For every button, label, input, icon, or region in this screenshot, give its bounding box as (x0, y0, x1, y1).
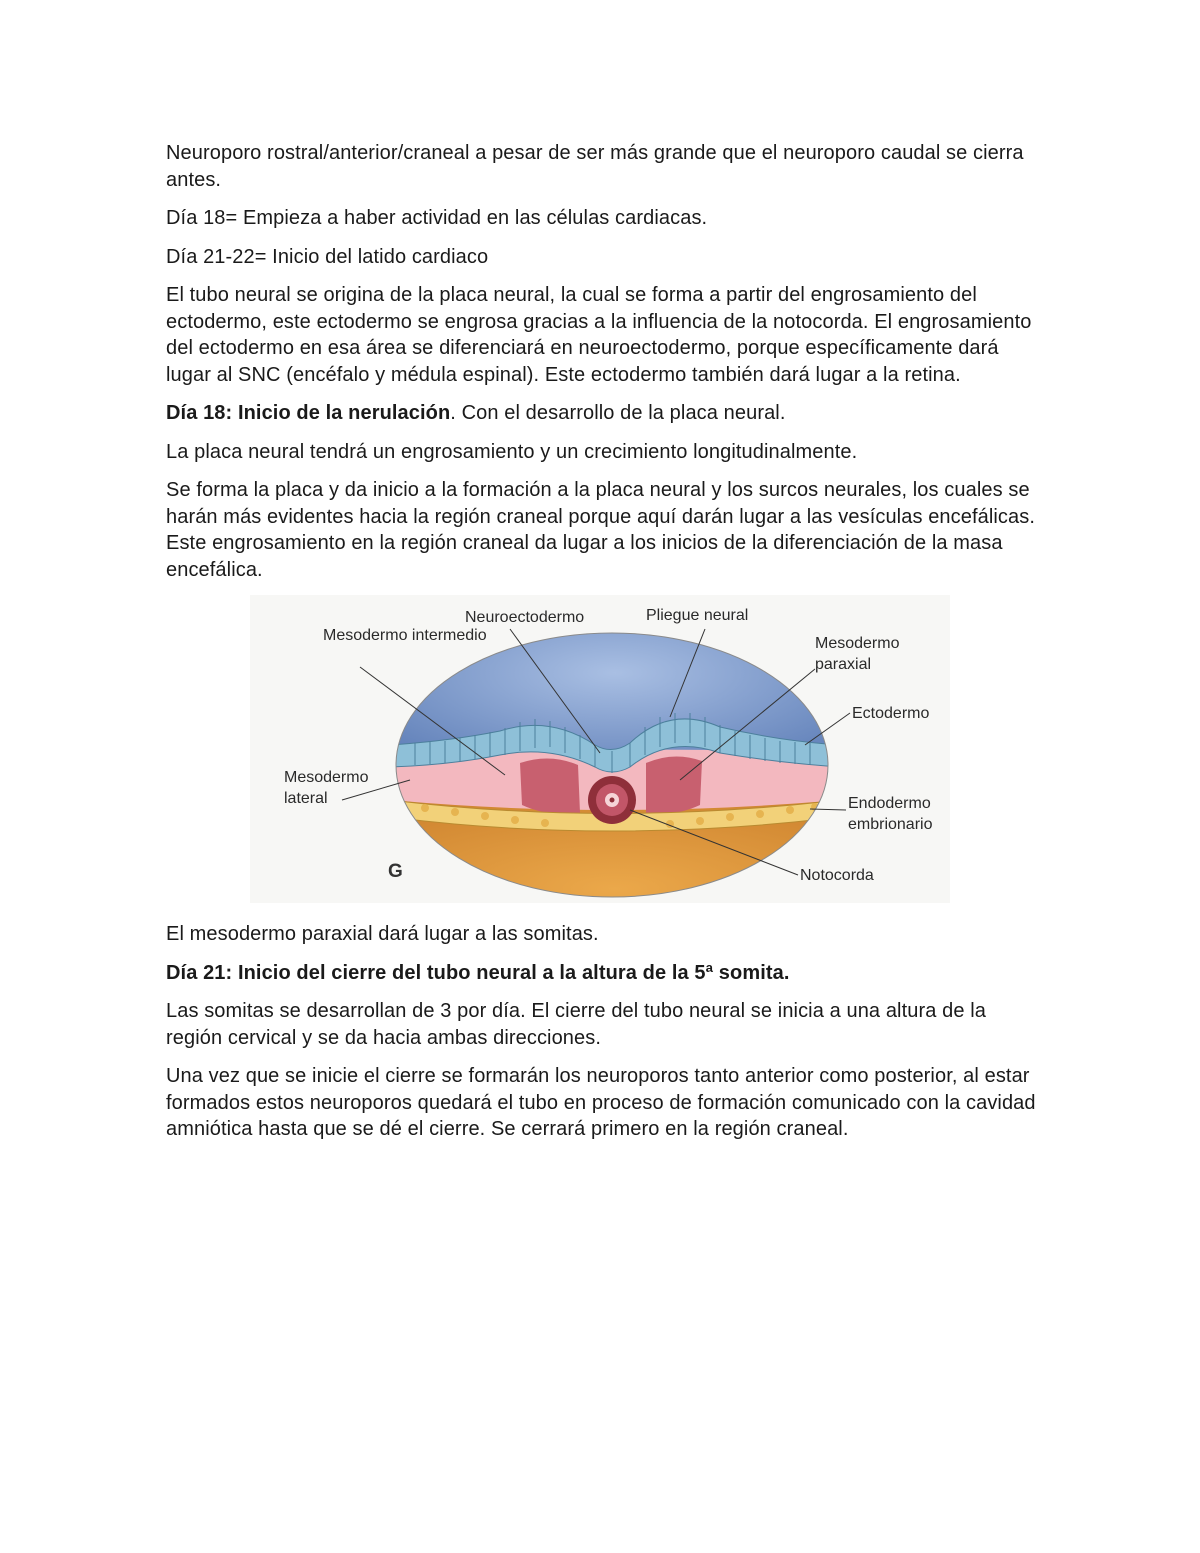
neural-plate-diagram (250, 595, 950, 903)
paragraph-dia-21-cierre (166, 960, 1046, 987)
label-mesodermo-paraxial: Mesodermo paraxial (815, 635, 900, 673)
paragraph-dia-18-rest: . Con el desarrollo de la placa neural. (450, 402, 786, 424)
paragraph-placa-surcos: Se forma la placa y da inicio a la formación a la placa neural y los surcos neurales, los cuales se harán más evidentes hacia la región craneal porque aquí darán lugar a las vesículas encefálicas. Este engrosamiento en la región craneal da lugar a los inicios de la diferenciación de la masa encefálica. (166, 479, 1036, 581)
label-mesodermo-lateral: Mesodermo lateral (284, 769, 369, 807)
label-notocorda: Notocorda (800, 867, 874, 884)
label-mesodermo-intermedio: Mesodermo intermedio (323, 627, 487, 644)
paragraph-dia-18-actividad: Día 18= Empieza a haber actividad en las células cardiacas. (166, 207, 708, 229)
heading-dia-18: Día 18: Inicio de la nerulación (166, 402, 451, 424)
label-ectodermo: Ectodermo (852, 705, 930, 722)
label-endodermo-embrionario: Endodermo embrionario (848, 795, 933, 833)
paraxial-mesoderm-right (646, 756, 702, 814)
paragraph-dia-18-nerulacion (166, 400, 1046, 427)
document-page (166, 140, 1046, 1155)
paraxial-mesoderm-left (520, 758, 580, 814)
paragraph-mesodermo-paraxial: El mesodermo paraxial dará lugar a las somitas. (166, 923, 599, 945)
paragraph-somitas: Las somitas se desarrollan de 3 por día. El cierre del tubo neural se inicia a una altura de la región cervical y se da hacia ambas direcciones. (166, 1000, 986, 1049)
label-pliegue-neural: Pliegue neural (646, 607, 749, 624)
paragraph-tubo-neural-origen: El tubo neural se origina de la placa neural, la cual se forma a partir del engrosamiento del ectodermo, este ectodermo se engrosa gracias a la influencia de la notocorda. El engrosamiento del ectodermo en esa área se diferenciará en neuroectodermo, porque específicamente dará lugar al SNC (encéfalo y médula espinal). Este ectodermo también dará lugar a la retina. (166, 284, 1032, 386)
notochord (588, 776, 636, 824)
paragraph-placa-neural-engrosamiento: La placa neural tendrá un engrosamiento y un crecimiento longitudinalmente. (166, 440, 858, 463)
panel-letter: G (388, 861, 403, 882)
label-neuroectodermo: Neuroectodermo (465, 609, 585, 626)
paragraph-neuroporo: Neuroporo rostral/anterior/craneal a pesar de ser más grande que el neuroporo caudal se cierra antes. (166, 142, 1024, 191)
paragraph-neuroporos: Una vez que se inicie el cierre se formarán los neuroporos tanto anterior como posterior, al estar formados estos neuroporos quedará el tubo en proceso de formación comunicado con la cavidad amniótica hasta que se dé el cierre. Se cerrará primero en la región craneal. (166, 1065, 1036, 1140)
paragraph-dia-21-22-latido: Día 21-22= Inicio del latido cardiaco (166, 245, 489, 268)
heading-dia-21: Día 21: Inicio del cierre del tubo neural a la altura de la 5ª somita. (166, 961, 790, 984)
